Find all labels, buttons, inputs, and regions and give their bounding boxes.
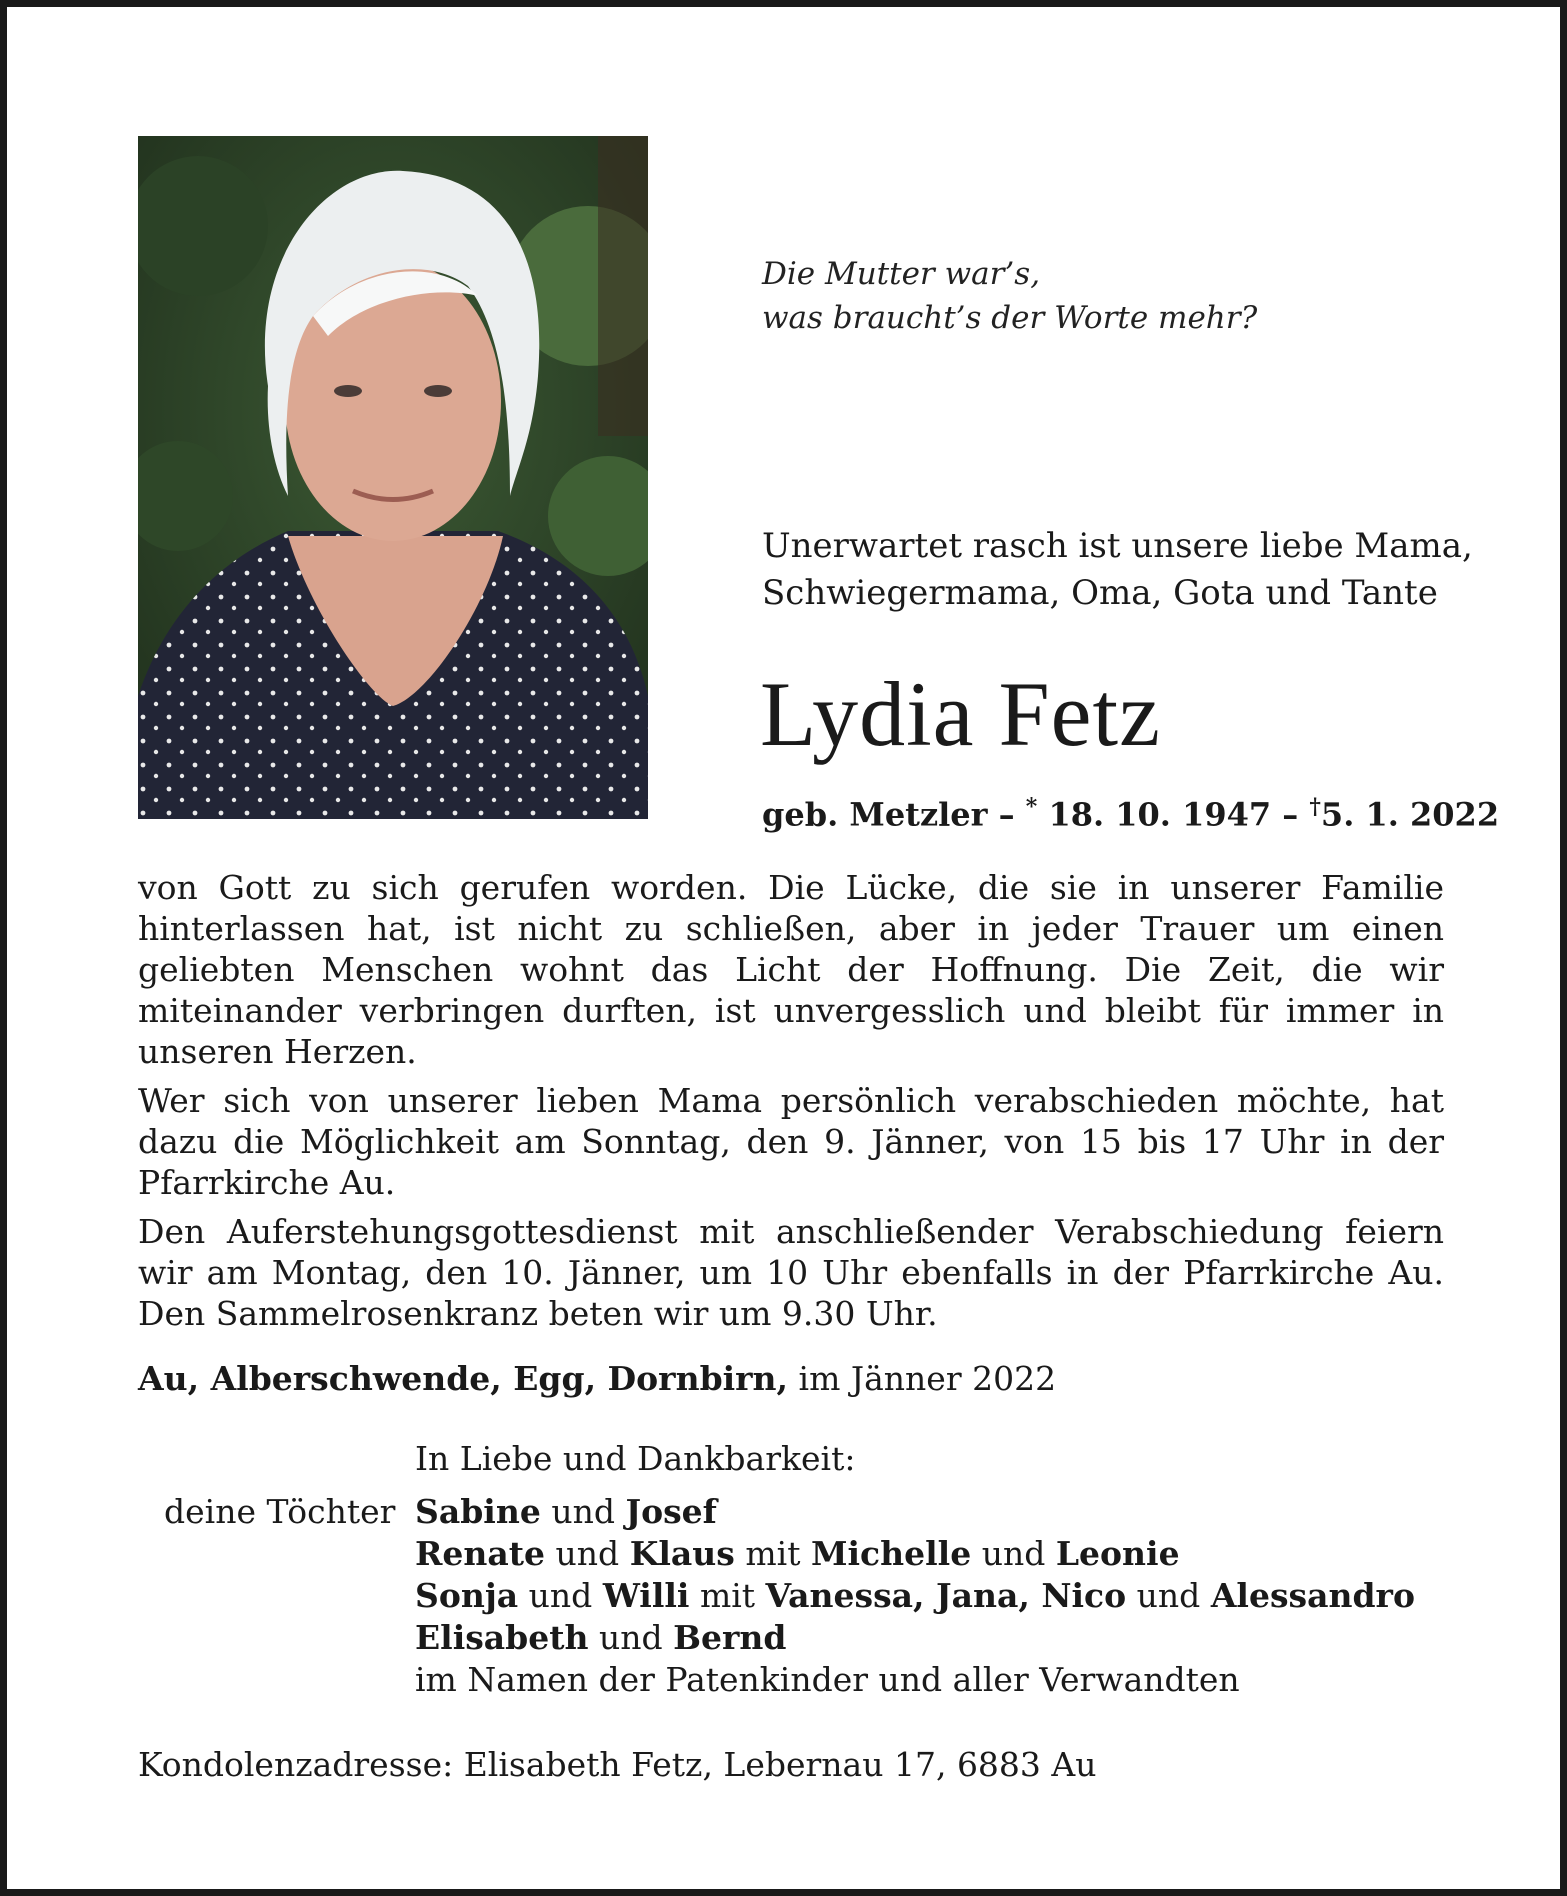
family-name: Willi [602, 1576, 690, 1615]
family-name: Sonja [415, 1576, 519, 1615]
family-name: Sabine [415, 1492, 541, 1531]
birth-date: 18. 10. 1947 [1048, 795, 1272, 834]
maiden-name: geb. Metzler [762, 795, 988, 834]
paragraph-1: von Gott zu sich gerufen worden. Die Lücke, die sie in unserer Familie hinterlassen hat, ist nicht zu schließen, aber in jeder Trauer um einen geliebten Menschen wohnt das Licht der Hoffnung. Die Zeit, die wir miteinander verbringen durften, ist unvergesslich und bleibt für immer in unseren Herzen. [138, 868, 1444, 1071]
connector: und [981, 1534, 1046, 1573]
family-row [138, 1659, 1468, 1701]
paragraph-3: Den Auferstehungsgottesdienst mit anschließender Verabschiedung feiern wir am Montag, den 10. Jänner, um 10 Uhr ebenfalls in der Pfarrkirche Au. Den Sammelrosenkranz beten wir um 9.30 Uhr. [138, 1212, 1444, 1333]
connector: mit [745, 1534, 801, 1573]
intro-line-1: Unerwartet rasch ist unsere liebe Mama, [762, 526, 1473, 566]
connector: und [528, 1576, 593, 1615]
family-name: Bernd [673, 1618, 787, 1657]
family-row [138, 1491, 1468, 1533]
life-dates: geb. Metzler – * 18. 10. 1947 – †5. 1. 2022 [762, 794, 1500, 834]
connector: mit [699, 1576, 756, 1615]
towns: Au, Alberschwende, Egg, Dornbirn, [138, 1359, 789, 1398]
connector: und [599, 1618, 663, 1657]
family-name: Renate [415, 1534, 546, 1573]
death-date: 5. 1. 2022 [1320, 795, 1500, 834]
family-row [138, 1617, 1468, 1659]
portrait-photo [138, 136, 648, 819]
quote-line-1: Die Mutter war’s, [762, 256, 1041, 292]
family-name: Klaus [629, 1534, 735, 1573]
family-name: Elisabeth [415, 1618, 589, 1657]
family-name: Josef [625, 1492, 717, 1531]
issue-date: im Jänner 2022 [798, 1359, 1057, 1398]
portrait-image [138, 136, 648, 819]
place-and-date [138, 1357, 1056, 1401]
quote-line-2: was braucht’s der Worte mehr? [762, 300, 1258, 336]
family-name: Alessandro [1210, 1576, 1415, 1615]
connector: und [1136, 1576, 1201, 1615]
thanks-line: In Liebe und Dankbarkeit: [415, 1439, 856, 1478]
family-name: Michelle [810, 1534, 972, 1573]
condolence-address: Kondolenzadresse: Elisabeth Fetz, Lebernau 17, 6883 Au [138, 1745, 1097, 1784]
family-row [138, 1533, 1468, 1575]
quote [762, 252, 1257, 340]
family-closing: im Namen der Patenkinder und aller Verwandten [415, 1660, 1240, 1699]
deceased-name: Lydia Fetz [760, 663, 1161, 765]
family-name: Leonie [1055, 1534, 1180, 1573]
death-symbol: † [1309, 794, 1321, 820]
paragraph-2: Wer sich von unserer lieben Mama persönlich verabschieden möchte, hat dazu die Möglichkeit am Sonntag, den 9. Jänner, von 15 bis 17 Uhr in der Pfarrkirche Au. [138, 1081, 1444, 1202]
intro-line-2: Schwiegermama, Oma, Gota und Tante [762, 573, 1438, 613]
obituary-text [138, 867, 1444, 1342]
connector: und [551, 1492, 615, 1531]
family-name: Vanessa, Jana, Nico [765, 1576, 1127, 1615]
family-list [138, 1491, 1468, 1701]
family-label: deine Töchter [164, 1492, 396, 1531]
connector: und [555, 1534, 620, 1573]
intro-text [762, 523, 1473, 617]
birth-symbol: * [1025, 794, 1038, 820]
family-row [138, 1575, 1468, 1617]
